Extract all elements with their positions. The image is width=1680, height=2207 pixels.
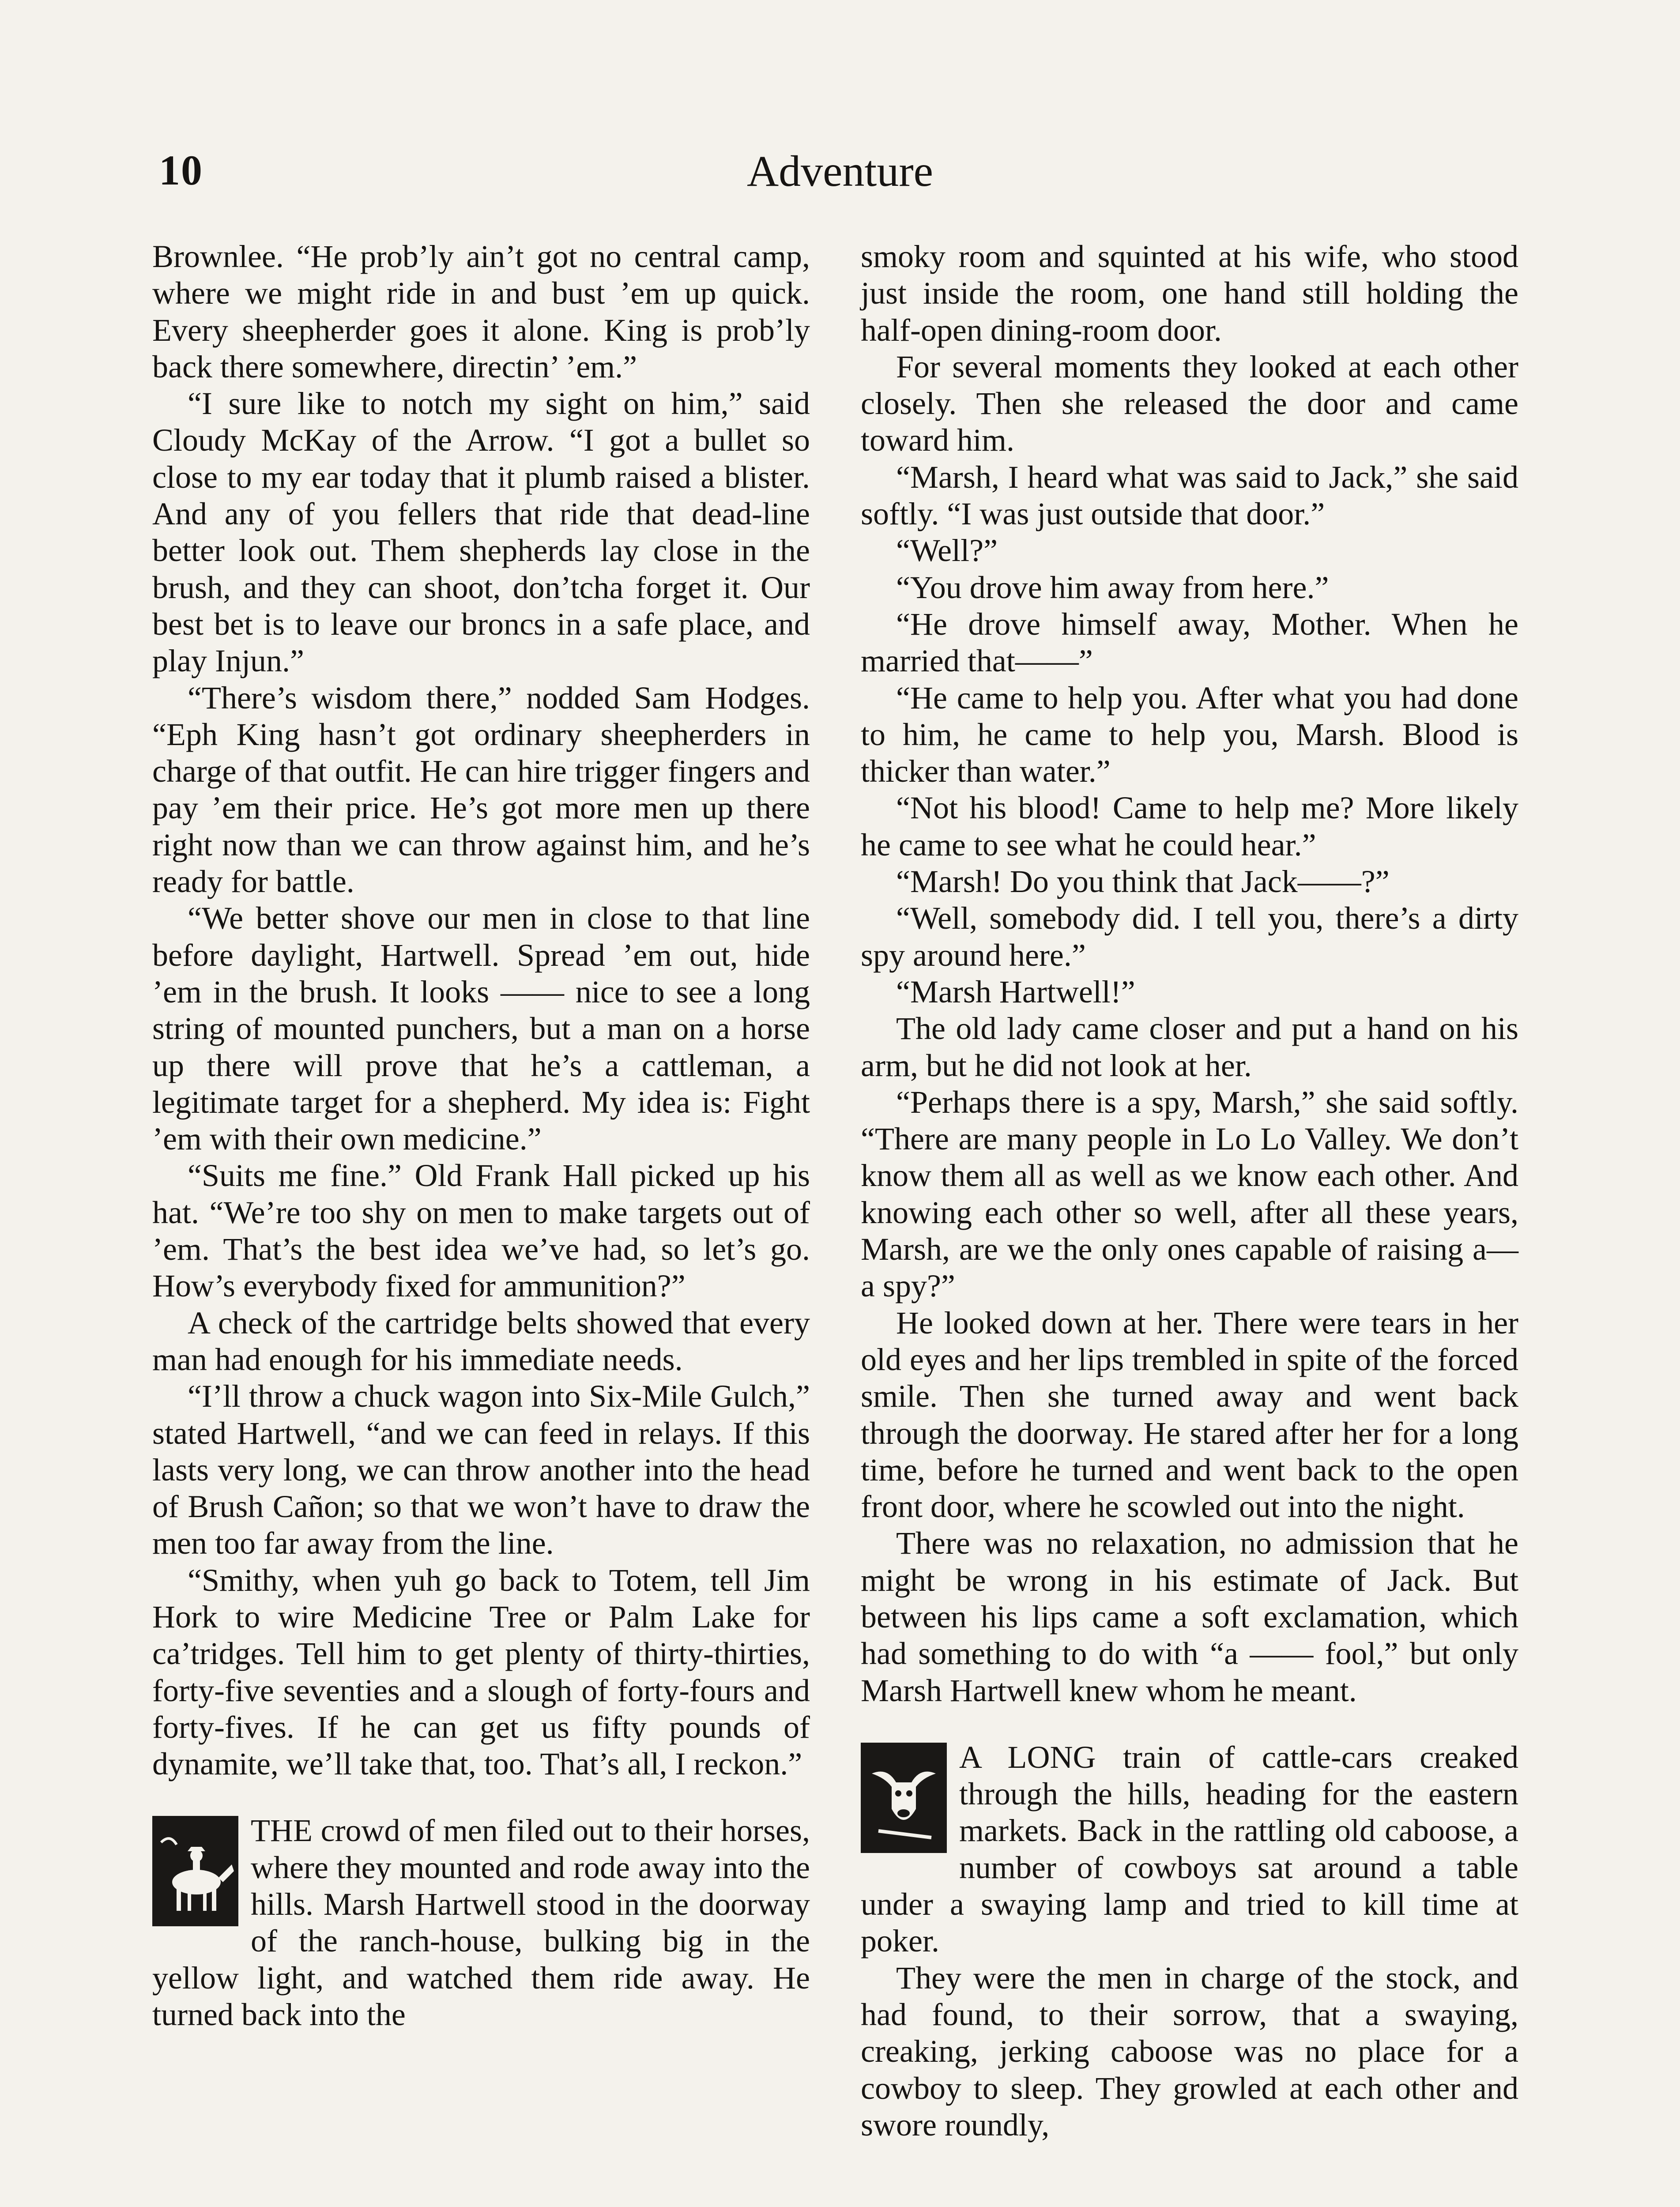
paragraph: “We better shove our men in close to that line before daylight, Hartwell. Spread ’em out, hide ’em in the brush. It looks —— nice to see a long string of mounted punchers, but a man on a horse up there will prove that he’s a cattleman, a legitimate target for a shepherd. My idea is: Fight ’em with their own medicine.” bbox=[152, 900, 810, 1157]
left-column bbox=[152, 238, 810, 2033]
paragraph: The old lady came closer and put a hand on his arm, but he did not look at her. bbox=[861, 1011, 1518, 1083]
paragraph: “He came to help you. After what you had done to him, he came to help you, Marsh. Blood is thicker than water.” bbox=[861, 680, 1518, 789]
paragraph: “Marsh, I heard what was said to Jack,” she said softly. “I was just outside that door.” bbox=[861, 459, 1518, 532]
paragraph: “He drove himself away, Mother. When he married that——” bbox=[861, 606, 1518, 679]
steer-head-ornament-icon bbox=[861, 1743, 947, 1853]
paragraph: A LONG train of cattle-cars creaked through the hills, heading for the eastern markets. Back in the rattling old caboose, a number of cowboys sat around a table under a swaying lamp and tried to kill time at poker. bbox=[861, 1739, 1518, 1959]
section-break bbox=[152, 1782, 810, 1812]
running-head-title: Adventure bbox=[746, 147, 934, 196]
paragraph: “Not his blood! Came to help me? More likely he came to see what he could hear.” bbox=[861, 790, 1518, 862]
paragraph: For several moments they looked at each other closely. Then she released the door and came toward him. bbox=[861, 349, 1518, 458]
paragraph: “Marsh Hartwell!” bbox=[896, 974, 1135, 1009]
paragraph: “Smithy, when yuh go back to Totem, tell Jim Hork to wire Medicine Tree or Palm Lake for ca’tridges. Tell him to get plenty of thirty-thirties, forty-five seventies and a slough of forty-fours and forty-fives. If he can get us fifty pounds of dynamite, we’ll take that, too. That’s all, I reckon.” bbox=[152, 1562, 810, 1782]
paragraph: Brownlee. “He prob’ly ain’t got no central camp, where we might ride in and bust ’em up quick. Every sheepherder goes it alone. King is prob’ly back there somewhere, directin’ ’em.” bbox=[152, 239, 810, 384]
paragraph: There was no relaxation, no admission that he might be wrong in his estimate of Jack. But between his lips came a soft exclamation, which had something to do with “a —— fool,” but only Marsh Hartwell knew whom he meant. bbox=[861, 1525, 1518, 1708]
paragraph: “Perhaps there is a spy, Marsh,” she said softly. “There are many people in Lo Lo Valley. We don’t know them all as well as we know each other. And knowing each other so well, after all these years, Marsh, are we the only ones capable of raising a—a spy?” bbox=[861, 1084, 1518, 1304]
paragraph: smoky room and squinted at his wife, who stood just inside the room, one hand still holding the half-open dining-room door. bbox=[861, 239, 1518, 348]
paragraph: They were the men in charge of the stock, and had found, to their sorrow, that a swaying, creaking, jerking caboose was no place for a cowboy to sleep. They growled at each other and swore roundly, bbox=[861, 1960, 1518, 2143]
paragraph: “There’s wisdom there,” nodded Sam Hodges. “Eph King hasn’t got ordinary sheepherders in charge of that outfit. He can hire trigger fingers and pay ’em their price. He’s got more men up there right now than we can throw against him, and he’s ready for battle. bbox=[152, 680, 810, 900]
paragraph: He looked down at her. There were tears in her old eyes and her lips trembled in spite of the forced smile. Then she turned away and went back through the doorway. He stared after her for a long time, before he turned and went back to the open front door, where he scowled out into the night. bbox=[861, 1305, 1518, 1525]
paragraph: “You drove him away from here.” bbox=[896, 569, 1329, 605]
paragraph: “Marsh! Do you think that Jack——?” bbox=[896, 864, 1390, 900]
paragraph: “Well?” bbox=[896, 533, 998, 569]
page-number: 10 bbox=[159, 147, 203, 194]
right-column bbox=[861, 238, 1518, 2143]
paragraph: “I’ll throw a chuck wagon into Six-Mile Gulch,” stated Hartwell, “and we can feed in relays. If this lasts very long, we can throw another into the head of Brush Cañon; so that we won’t have to draw the men too far away from the line. bbox=[152, 1378, 810, 1561]
cowboy-rider-ornament-icon bbox=[152, 1816, 238, 1926]
paragraph: “Well, somebody did. I tell you, there’s a dirty spy around here.” bbox=[861, 900, 1518, 973]
section-break bbox=[861, 1709, 1518, 1739]
paragraph: “I sure like to notch my sight on him,” said Cloudy McKay of the Arrow. “I got a bullet so close to my ear today that it plumb raised a blister. And any of you fellers that ride that dead-line better look out. Them shepherds lay close in the brush, and they can shoot, don’tcha forget it. Our best bet is to leave our broncs in a safe place, and play Injun.” bbox=[152, 386, 810, 679]
paragraph: “Suits me fine.” Old Frank Hall picked up his hat. “We’re too shy on men to make targets out of ’em. That’s the best idea we’ve had, so let’s go. How’s everybody fixed for ammunition?” bbox=[152, 1158, 810, 1304]
paragraph: THE crowd of men filed out to their horses, where they mounted and rode away into the hills. Marsh Hartwell stood in the doorway of the ranch-house, bulking big in the yellow light, and watched them ride away. He turned back into the bbox=[152, 1813, 810, 2032]
paragraph: A check of the cartridge belts showed that every man had enough for his immediate needs. bbox=[152, 1305, 810, 1377]
